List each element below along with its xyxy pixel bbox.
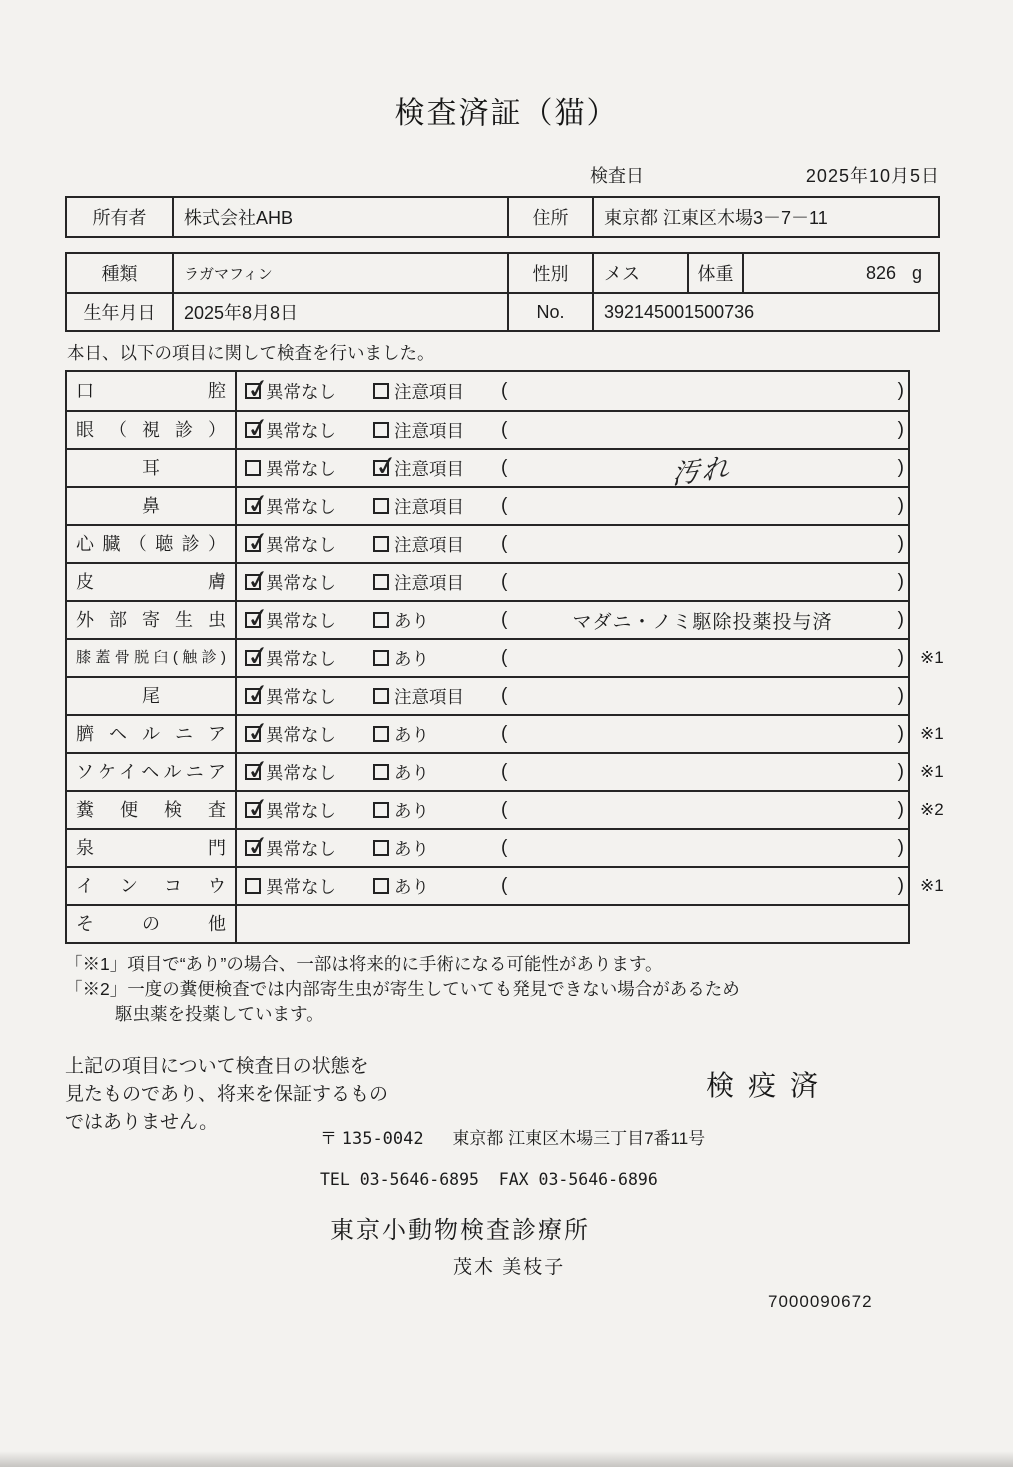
checkbox-icon <box>373 688 389 704</box>
checkbox-label: 異常なし <box>266 534 336 555</box>
exam-item-label: 口腔 <box>76 381 226 401</box>
remark-field: ( マダニ・ノミ駆除投薬投与済 ) <box>501 607 908 634</box>
checkmark-icon: ✓ <box>244 563 272 598</box>
checkbox-normal <box>244 525 373 560</box>
checkbox-present <box>373 874 501 899</box>
handwritten-remark: 汚れ <box>671 451 733 491</box>
checkbox-label: 異常なし <box>266 686 336 707</box>
exam-row-fontanelle <box>67 828 908 866</box>
weight-label: 体重 <box>687 254 742 292</box>
checkbox-icon <box>373 802 389 818</box>
checkmark-icon: ✓ <box>372 449 400 484</box>
inspection-date-row <box>65 162 940 188</box>
exam-row-patella <box>67 638 944 676</box>
exam-item-label: 臍ヘルニア <box>76 724 226 744</box>
footnote-ref: ※1 <box>920 762 944 781</box>
checkbox-label: 注意項目 <box>394 458 464 479</box>
document-title: 検査済証（猫） <box>394 97 619 130</box>
checkbox-icon <box>244 372 272 407</box>
remark-field: ( ) <box>501 380 904 401</box>
no-value: 392145001500736 <box>592 294 938 330</box>
sex-value: メス <box>592 254 687 292</box>
footnote-ref: ※2 <box>920 800 944 819</box>
inspection-date-value: 2025年10月5日 <box>805 166 940 186</box>
postal-code: 135-0042 <box>341 1129 424 1149</box>
checkbox-label: 異常なし <box>266 458 336 479</box>
address-value: 東京都 江東区木場3－7－11 <box>592 198 938 236</box>
footnote-ref: ※1 <box>920 648 944 667</box>
checkbox-label: 異常なし <box>266 496 336 517</box>
checkmark-icon: ✓ <box>244 601 272 636</box>
remark-field: ( ) <box>501 495 904 516</box>
checkmark-icon: ✓ <box>244 829 272 864</box>
exam-item-label: ソケイヘルニア <box>76 762 226 782</box>
checkbox-present <box>373 836 501 861</box>
checkbox-icon <box>373 726 389 742</box>
exam-item-label: その他 <box>76 914 226 934</box>
checkbox-normal <box>244 639 373 674</box>
checkbox-normal <box>244 487 373 522</box>
address-label: 住所 <box>507 198 592 236</box>
checkbox-icon <box>244 563 272 598</box>
checkbox-icon <box>244 601 272 636</box>
document-serial-number: 7000090672 <box>768 1292 873 1311</box>
owner-row <box>67 198 938 236</box>
exam-item-label: 鼻 <box>142 496 160 516</box>
exam-row-nose <box>67 486 908 524</box>
checkbox-icon <box>244 829 272 864</box>
footnote-2-continued: 駆虫薬を投薬しています。 <box>115 1004 324 1025</box>
exam-row-other <box>67 904 908 942</box>
animal-info-table <box>65 252 940 332</box>
checkbox-label: あり <box>394 838 429 859</box>
checkbox-icon <box>373 650 389 666</box>
checkbox-icon <box>244 411 272 446</box>
checkbox-icon <box>373 574 389 590</box>
checkmark-icon: ✓ <box>244 753 272 788</box>
checkbox-normal <box>245 456 373 481</box>
checkbox-caution <box>373 418 501 443</box>
checkmark-icon: ✓ <box>244 525 272 560</box>
weight-cell <box>742 254 938 292</box>
sex-label: 性別 <box>507 254 592 292</box>
checkbox-present <box>373 760 501 785</box>
checkbox-label: 異常なし <box>266 572 336 593</box>
checkbox-present <box>373 608 501 633</box>
checkbox-normal <box>244 791 373 826</box>
quarantine-passed-stamp: 検疫済 <box>706 1070 833 1101</box>
exam-row-skin <box>67 562 908 600</box>
checkbox-label: あり <box>394 876 429 897</box>
checkbox-label: 異常なし <box>266 648 336 669</box>
birth-row <box>67 292 938 330</box>
checkbox-icon <box>245 460 261 476</box>
checkbox-label: 異常なし <box>266 610 336 631</box>
checkmark-icon: ✓ <box>244 715 272 750</box>
checkbox-icon <box>372 449 400 484</box>
breed-value: ラガマフィン <box>172 254 507 292</box>
remark-field: ( ) <box>501 723 904 744</box>
checkbox-present <box>373 798 501 823</box>
checkbox-icon <box>373 840 389 856</box>
exam-item-label: 膝蓋骨脱臼(触診) <box>76 649 226 666</box>
checkbox-label: 注意項目 <box>394 381 464 402</box>
clinic-name: 東京小動物検査診療所 <box>330 1217 590 1244</box>
exam-row-heart <box>67 524 908 562</box>
checkbox-label: あり <box>394 610 429 631</box>
checkbox-label: 異常なし <box>266 381 336 402</box>
checkbox-label: 異常なし <box>266 762 336 783</box>
remark-field: ( ) <box>501 533 904 554</box>
owner-label: 所有者 <box>92 208 147 228</box>
exam-row-oral <box>67 372 908 410</box>
weight-value: 826 <box>865 262 896 283</box>
exam-item-label: 眼（視診） <box>76 420 226 440</box>
checkmark-icon: ✓ <box>244 411 272 446</box>
disclaimer: 上記の項目について検査日の状態を 見たものであり、将来を保証するもの ではありません。 <box>65 1056 389 1134</box>
checkbox-icon <box>373 422 389 438</box>
clinic-postal-address <box>320 1124 705 1149</box>
checkbox-label: 注意項目 <box>394 686 464 707</box>
intro-text: 本日、以下の項目に関して検査を行いました。 <box>67 343 435 363</box>
footnotes <box>65 952 1013 1027</box>
exam-row-inguinal-hernia <box>67 752 944 790</box>
checkbox-label: 異常なし <box>266 838 336 859</box>
exam-item-label: 皮膚 <box>76 572 226 592</box>
owner-info-table <box>65 196 940 238</box>
checkbox-caution <box>373 379 501 404</box>
remark-field: ( ) <box>501 799 904 820</box>
checkbox-present <box>373 722 501 747</box>
checkbox-icon <box>373 536 389 552</box>
checkbox-icon <box>373 764 389 780</box>
checkbox-normal <box>244 753 373 788</box>
exam-item-label: 耳 <box>142 458 160 478</box>
birth-value: 2025年8月8日 <box>172 294 507 330</box>
breed-row <box>67 254 938 292</box>
remark-field: ( ) <box>501 647 904 668</box>
checkbox-icon <box>373 383 389 399</box>
checkbox-icon <box>373 498 389 514</box>
examiner-name: 茂木 美枝子 <box>453 1257 566 1278</box>
checkbox-icon <box>244 525 272 560</box>
clinic-address: 東京都 江東区木場三丁目7番11号 <box>452 1129 706 1148</box>
checkmark-icon: ✓ <box>244 791 272 826</box>
checkbox-normal <box>244 715 373 750</box>
exam-item-label: 心臓（聴診） <box>76 534 226 554</box>
checkbox-icon <box>373 878 389 894</box>
footnote-2: 「※2」一度の糞便検査では内部寄生虫が寄生していても発見できない場合があるため <box>65 979 740 1000</box>
checkbox-normal <box>244 601 373 636</box>
checkbox-icon <box>244 487 272 522</box>
checkbox-label: 異常なし <box>266 724 336 745</box>
checkbox-label: 注意項目 <box>394 572 464 593</box>
checkbox-label: 異常なし <box>266 800 336 821</box>
exam-item-label: 泉門 <box>76 838 226 858</box>
checkbox-label: あり <box>394 762 429 783</box>
checkbox-icon <box>245 878 261 894</box>
exam-row-inkou <box>67 866 944 904</box>
owner-value: 株式会社AHB <box>172 198 507 236</box>
exam-row-tail <box>67 676 908 714</box>
checkbox-label: 異常なし <box>266 420 336 441</box>
exam-item-label: 尾 <box>142 686 160 706</box>
checkbox-label: あり <box>394 648 429 669</box>
checkbox-icon <box>244 753 272 788</box>
empty-remark-cell <box>237 906 908 942</box>
exam-row-ears <box>67 448 908 491</box>
checkbox-normal <box>245 874 373 899</box>
exam-table <box>65 370 944 944</box>
checkbox-caution <box>373 570 501 595</box>
checkmark-icon: ✓ <box>244 677 272 712</box>
checkbox-caution <box>373 532 501 557</box>
checkbox-icon <box>244 639 272 674</box>
checkbox-caution <box>372 449 501 484</box>
checkmark-icon: ✓ <box>244 487 272 522</box>
exam-row-fecal <box>67 790 944 828</box>
remark-field: ( ) <box>501 571 904 592</box>
checkbox-label: 注意項目 <box>394 496 464 517</box>
footnote-1: 「※1」項目で“あり”の場合、一部は将来的に手術になる可能性があります。 <box>65 954 663 974</box>
checkbox-label: 注意項目 <box>394 534 464 555</box>
remark-field: ( ) <box>501 875 904 896</box>
weight-unit: g <box>911 262 922 283</box>
checkbox-label: 異常なし <box>266 876 336 897</box>
exam-item-label: インコウ <box>76 876 226 896</box>
remark-field: ( ) <box>501 419 904 440</box>
checkbox-normal <box>244 829 373 864</box>
inspection-date-label: 検査日 <box>590 166 644 186</box>
checkbox-normal <box>244 411 373 446</box>
postal-mark: 〒 <box>320 1129 337 1149</box>
checkbox-icon <box>244 791 272 826</box>
checkbox-icon <box>244 715 272 750</box>
clinic-tel-fax: TEL 03-5646-6895 FAX 03-5646-6896 <box>320 1170 658 1189</box>
birth-label: 生年月日 <box>83 303 156 323</box>
remark-field: ( ) <box>501 685 904 706</box>
checkmark-icon: ✓ <box>244 639 272 674</box>
checkbox-label: 注意項目 <box>394 420 464 441</box>
checkbox-label: あり <box>394 724 429 745</box>
remark-value: マダニ・ノミ駆除投薬投与済 <box>572 611 833 633</box>
checkbox-caution <box>373 684 501 709</box>
exam-row-umbilical-hernia <box>67 714 944 752</box>
checkbox-normal <box>244 677 373 712</box>
checkbox-icon <box>373 612 389 628</box>
exam-row-external-parasites <box>67 600 908 638</box>
checkmark-icon: ✓ <box>244 372 272 407</box>
footnote-ref: ※1 <box>920 876 944 895</box>
remark-field: ( ) <box>501 837 904 858</box>
breed-label: 種類 <box>101 264 138 284</box>
remark-field: ( 汚れ ) <box>501 449 908 488</box>
remark-field: ( ) <box>501 761 904 782</box>
checkbox-normal <box>244 372 373 407</box>
footnote-ref: ※1 <box>920 724 944 743</box>
exam-item-label: 外部寄生虫 <box>76 610 226 630</box>
no-label: No. <box>507 294 592 330</box>
checkbox-normal <box>244 563 373 598</box>
checkbox-caution <box>373 494 501 519</box>
exam-item-label: 糞便検査 <box>76 800 226 820</box>
checkbox-present <box>373 646 501 671</box>
checkbox-label: あり <box>394 800 429 821</box>
checkbox-icon <box>244 677 272 712</box>
